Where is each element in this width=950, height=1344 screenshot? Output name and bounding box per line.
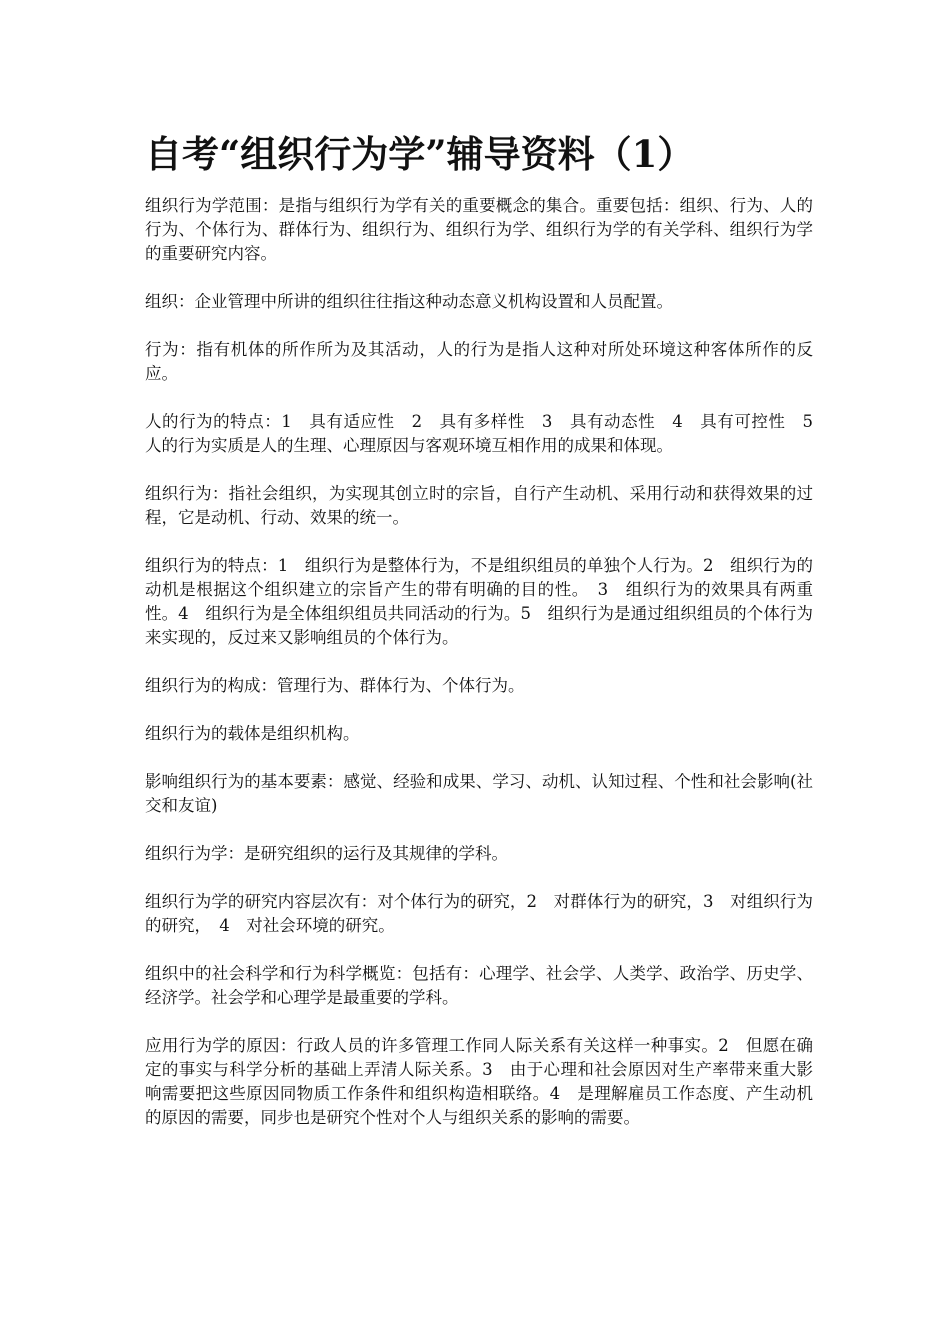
- paragraph-organizational-behavior-features: 组织行为的特点：1 组织行为是整体行为，不是组织组员的单独个人行为。2 组织行为的动机是根据这个组织建立的宗旨产生的带有明确的目的性。 3 组织行为的效果具有两重性。4 组织行为是全体组织组员共同活动的行为。5 组织行为是通过组织组员的个体行为来实现的，反过来又影响组员的个体行为。: [145, 556, 813, 647]
- paragraph-behavior: 行为：指有机体的所作所为及其活动，人的行为是指人这种对所处环境这种客体所作的反应。: [145, 340, 813, 383]
- paragraph-composition: 组织行为的构成：管理行为、群体行为、个体行为。: [145, 676, 525, 695]
- paragraph-social-sciences: 组织中的社会科学和行为科学概览：包括有：心理学、社会学、人类学、政治学、历史学、经济学。社会学和心理学是最重要的学科。: [145, 964, 813, 1007]
- paragraph-scope: 组织行为学范围：是指与组织行为学有关的重要概念的集合。重要包括：组织、行为、人的行为、个体行为、群体行为、组织行为、组织行为学、组织行为学的有关学科、组织行为学的重要研究内容。: [145, 196, 813, 263]
- paragraph-basic-factors: 影响组织行为的基本要素：感觉、经验和成果、学习、动机、认知过程、个性和社会影响(社交和友谊): [145, 772, 813, 815]
- document-page: [145, 126, 830, 1154]
- paragraph-research-levels: 组织行为学的研究内容层次有：对个体行为的研究，2 对群体行为的研究，3 对组织行为的研究， 4 对社会环境的研究。: [145, 892, 813, 935]
- paragraph-carrier: 组织行为的载体是组织机构。: [145, 724, 360, 743]
- paragraph-organizational-behavior: 组织行为：指社会组织，为实现其创立时的宗旨，自行产生动机、采用行动和获得效果的过程，它是动机、行动、效果的统一。: [145, 484, 813, 527]
- paragraph-organization: 组织：企业管理中所讲的组织往往指这种动态意义机构设置和人员配置。: [145, 292, 673, 311]
- paragraph-human-behavior-features: 人的行为的特点：1 具有适应性 2 具有多样性 3 具有动态性 4 具有可控性 5 人的行为实质是人的生理、心理原因与客观环境互相作用的成果和体现。: [145, 412, 830, 455]
- paragraph-reasons: 应用行为学的原因：行政人员的许多管理工作同人际关系有关这样一种事实。2 但愿在确定的事实与科学分析的基础上弄清人际关系。3 由于心理和社会原因对生产率带来重大影响需要把这些原因同物质工作条件和组织构造相联络。4 是理解雇员工作态度、产生动机的原因的需要，同步也是研究个性对个人与组织关系的影响的需要。: [145, 1036, 813, 1127]
- document-title: 自考“组织行为学”辅导资料（1）: [145, 132, 695, 176]
- paragraph-ob-definition: 组织行为学：是研究组织的运行及其规律的学科。: [145, 844, 508, 863]
